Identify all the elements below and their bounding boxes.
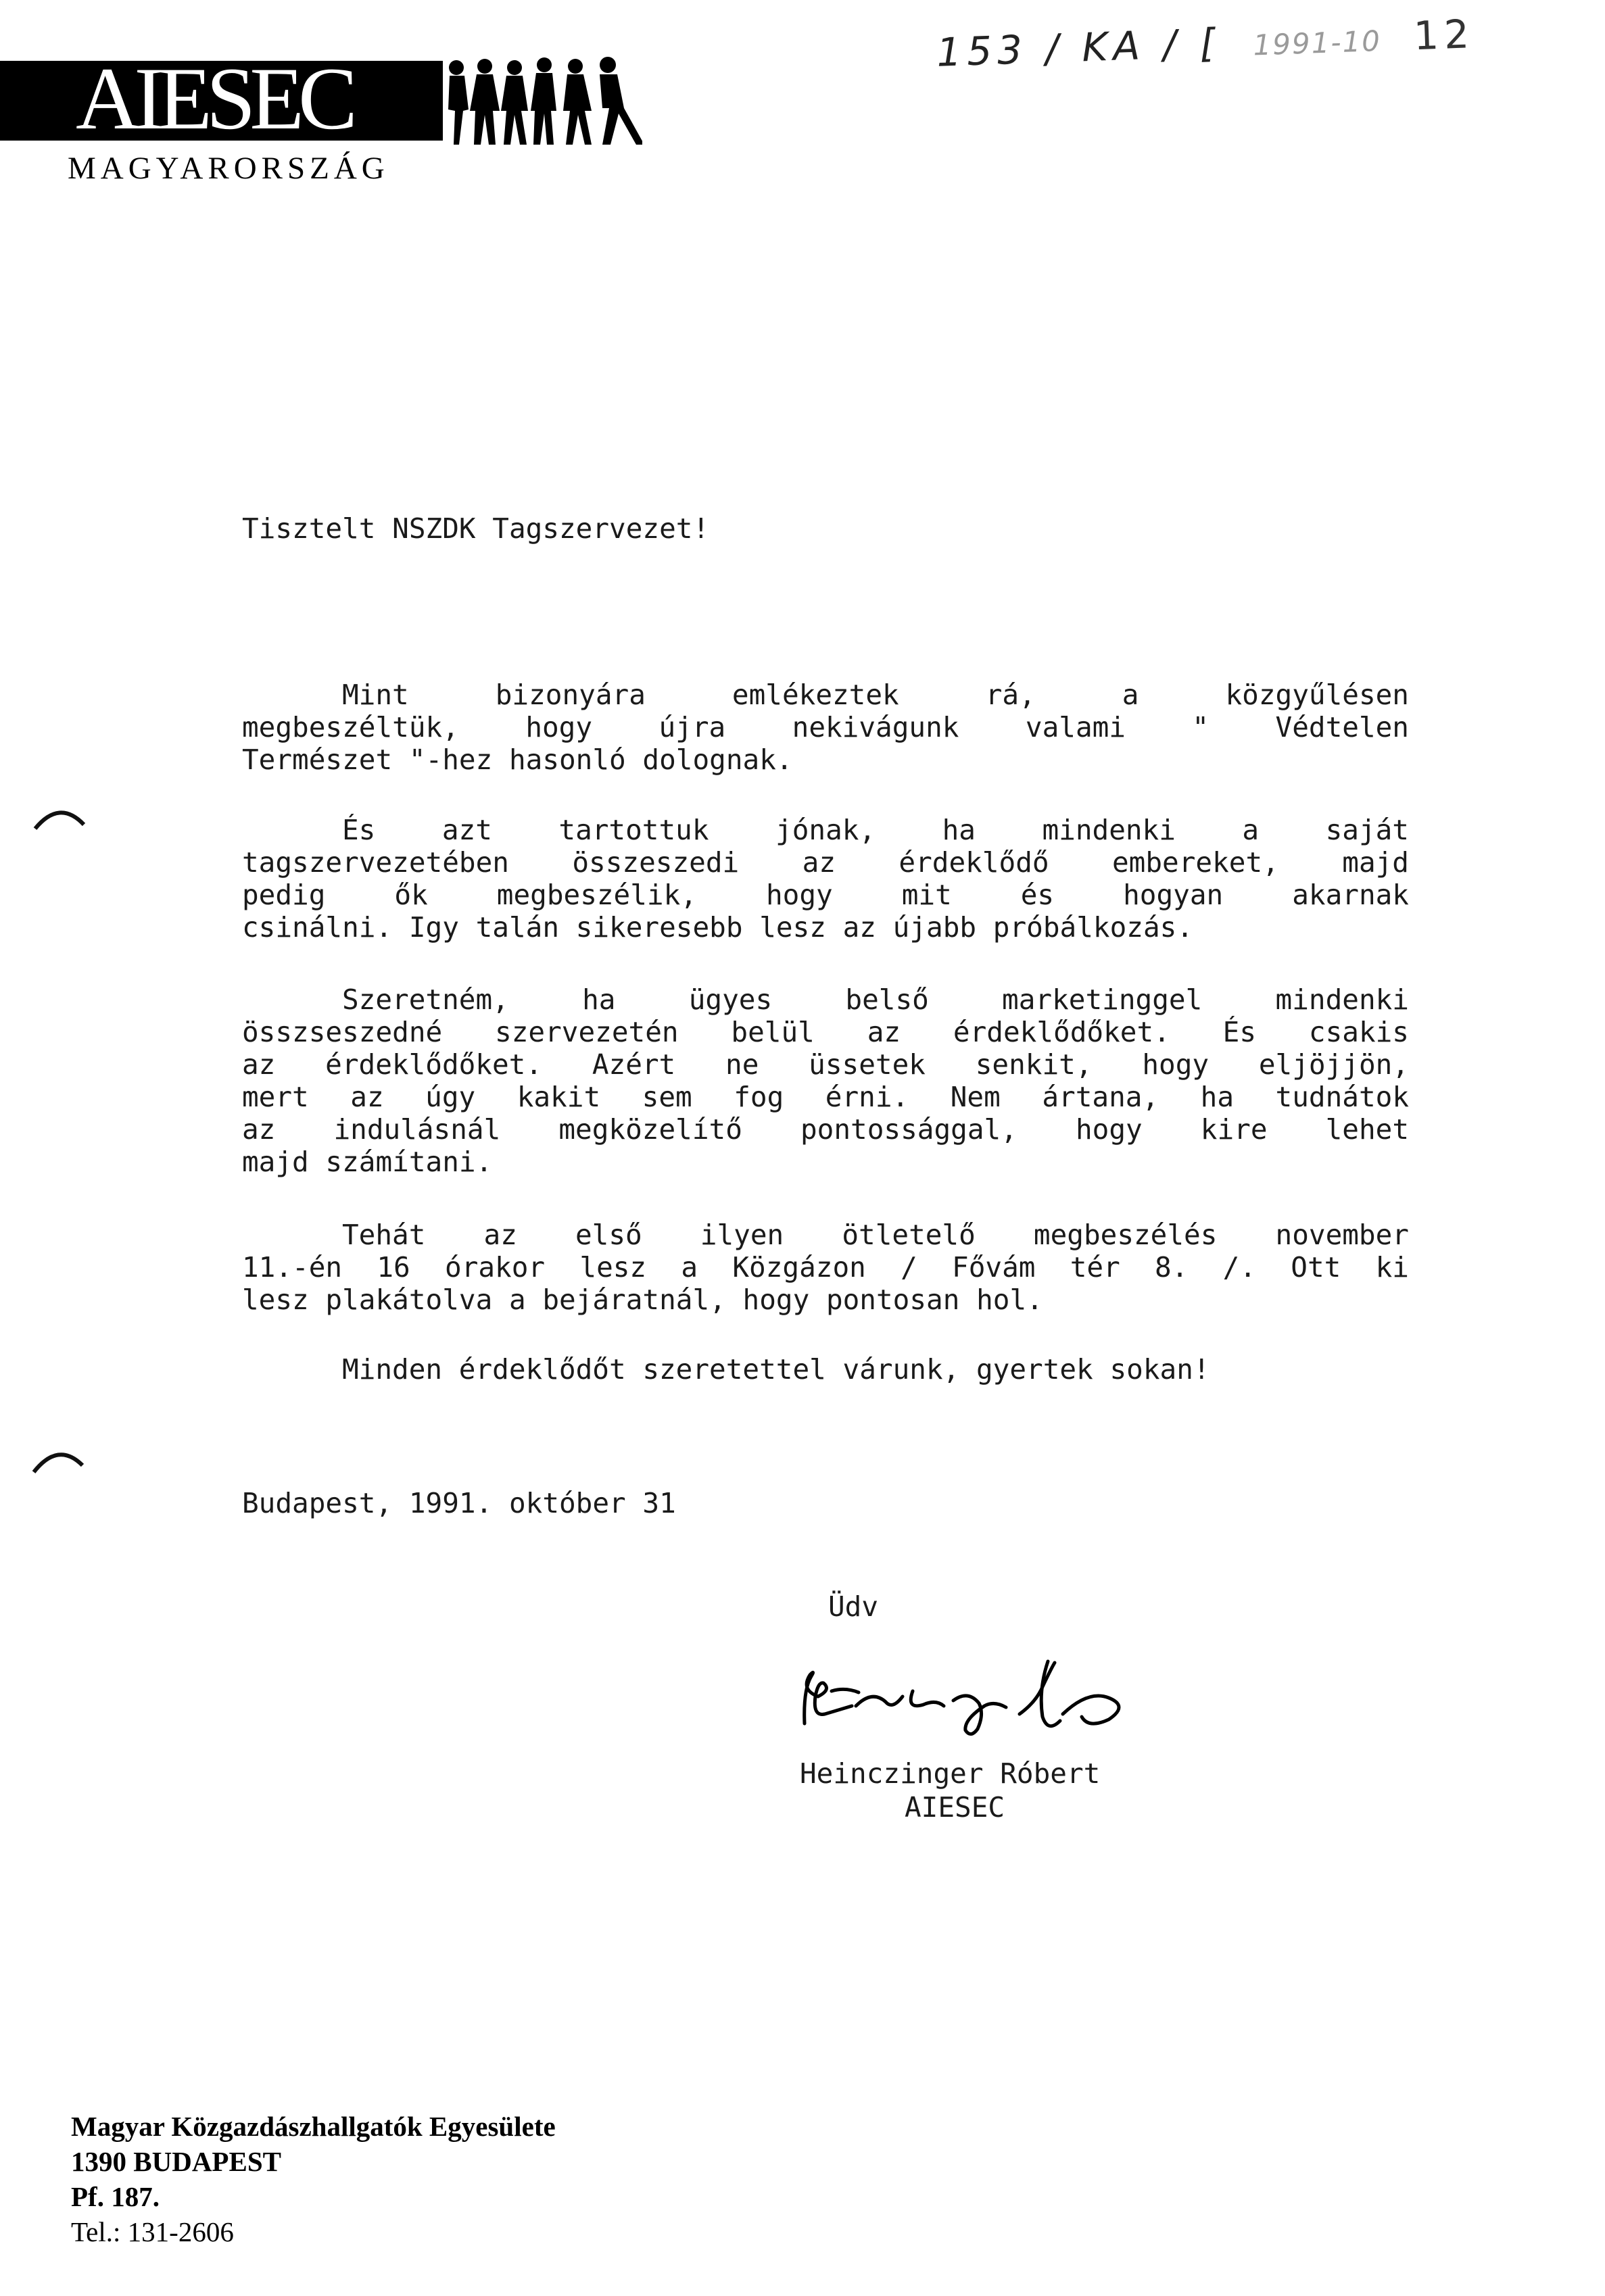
paragraph-line: pedig ők megbeszélik, hogy mit és hogyan akarnak (242, 879, 1409, 911)
punch-hole-mark (31, 1446, 85, 1473)
paragraph-line: az érdeklődőket. Azért ne üssetek senkit, hogy eljöjjön, (242, 1048, 1409, 1081)
footer-po-box: Pf. 187. (71, 2181, 160, 2212)
paragraph-line: Minden érdeklődőt szeretettel várunk, gyertek sokan! (342, 1353, 1210, 1386)
handwritten-reference: 153 / KA / [ 1991-10 12 (936, 11, 1476, 76)
paragraph-line: majd számítani. (242, 1146, 493, 1178)
reference-number: 12 (1412, 11, 1476, 59)
signer-organization: AIESEC (905, 1791, 1005, 1824)
paragraph-5 (242, 1353, 1409, 1386)
letter-date: Budapest, 1991. október 31 (242, 1487, 676, 1519)
letterhead-country: MAGYARORSZÁG (68, 151, 389, 186)
reference-stamp: 1991-10 (1252, 24, 1382, 62)
handwritten-signature (791, 1649, 1183, 1744)
paragraph-line: Mint bizonyára emlékeztek rá, a közgyűlésen (342, 679, 1409, 711)
paragraph-line: csinálni. Igy talán sikeresebb lesz az újabb próbálkozás. (242, 911, 1193, 944)
paragraph-line: Tehát az első ilyen ötletelő megbeszélés november (342, 1219, 1409, 1251)
paragraph-line: 11.-én 16 órakor lesz a Közgázon / Fővám tér 8. /. Ott ki (242, 1251, 1409, 1284)
paragraph-line: összseszedné szervezetén belül az érdeklődőket. És csakis (242, 1016, 1409, 1048)
footer-organization: Magyar Közgazdászhallgatók Egyesülete (71, 2111, 556, 2142)
paragraph-line: lesz plakátolva a bejáratnál, hogy pontosan hol. (242, 1284, 1043, 1316)
footer-address (71, 2109, 556, 2249)
paragraph-line: tagszervezetében összeszedi az érdeklődő embereket, majd (242, 846, 1409, 879)
paragraph-line: És azt tartottuk jónak, ha mindenki a saját (342, 814, 1409, 846)
salutation: Tisztelt NSZDK Tagszervezet! (242, 512, 710, 545)
walking-people-icon (443, 55, 642, 147)
reference-part-1: 153 (936, 26, 1029, 76)
paragraph-4 (242, 1219, 1409, 1316)
closing-greeting: Üdv (828, 1590, 879, 1623)
punch-hole-mark (32, 804, 87, 831)
footer-phone: Tel.: 131-2606 (71, 2216, 234, 2247)
aiesec-logo (0, 49, 642, 148)
paragraph-line: mert az úgy kakit sem fog érni. Nem ártana, ha tudnátok (242, 1081, 1409, 1113)
paragraph-line: az indulásnál megközelítő pontossággal, hogy kire lehet (242, 1113, 1409, 1146)
reference-part-2: KA (1081, 22, 1147, 71)
footer-city: 1390 BUDAPEST (71, 2146, 281, 2177)
paragraph-line: Természet "-hez hasonló dolognak. (242, 743, 793, 776)
logo-text: AIESEC (76, 49, 352, 148)
signer-name: Heinczinger Róbert (800, 1757, 1101, 1790)
paragraph-line: megbeszéltük, hogy újra nekivágunk valami " Védtelen (242, 711, 1409, 743)
paragraph-line: Szeretném, ha ügyes belső marketinggel mindenki (342, 983, 1409, 1016)
paragraph-1 (242, 679, 1409, 776)
paragraph-3 (242, 983, 1409, 1178)
paragraph-2 (242, 814, 1409, 944)
